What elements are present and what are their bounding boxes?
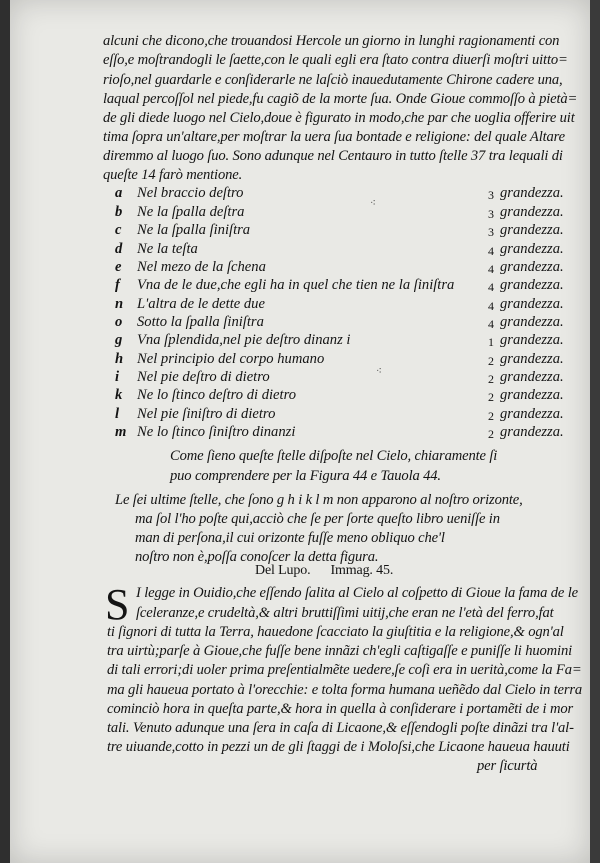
star-letter: m	[115, 424, 127, 440]
star-desc: Ne lo ſtinco deſtro di dietro	[137, 387, 297, 403]
star-magnitude: 4	[488, 280, 494, 294]
star-magnitude: 2	[488, 372, 494, 386]
star-magnitude: 2	[488, 390, 494, 404]
star-letter: d	[115, 241, 123, 257]
star-magnitude: 4	[488, 262, 494, 276]
magnitude-word: grandezza.	[500, 204, 564, 220]
story-line: cominciò hora in queſta parte,& hora in quella à conſiderare i portamẽti de i mor	[107, 701, 574, 717]
intro-line: alcuni che dicono,che trouandosi Hercole un giorno in lunghi ragionamenti con	[103, 33, 560, 49]
star-magnitude: 1	[488, 335, 494, 349]
figure-reference-line: Come ſieno queſte ſtelle diſpoſte nel Cielo, chiaramente ſi	[170, 448, 498, 464]
star-letter: i	[115, 369, 120, 385]
star-magnitude: 2	[488, 409, 494, 423]
story-line: di tali errori;di uoler prima preſentialmẽte uedere,ſe coſi era in uerità,come la Fa=	[107, 662, 582, 678]
star-letter: a	[115, 185, 123, 201]
intro-line: tima ſopra un'altare,per moſtrar la uera ſua bontade e religione: del quale Altare	[103, 129, 565, 145]
star-letter: f	[115, 277, 120, 293]
star-magnitude: 4	[488, 244, 494, 258]
star-letter: l	[115, 406, 120, 422]
printer-dot-mark: ⁖	[370, 198, 376, 209]
intro-line: diremmo al luogo ſuo. Sono adunque nel Centauro in tutto ſtelle 37 tra lequali di	[103, 148, 563, 164]
star-magnitude: 2	[488, 427, 494, 441]
magnitude-word: grandezza.	[500, 351, 564, 367]
star-desc: Ne la ſpalla deſtra	[137, 204, 245, 220]
star-desc: Ne la ſpalla ſiniſtra	[137, 222, 251, 238]
figure-reference-line: puo comprendere per la Figura 44 e Tauola 44.	[170, 468, 441, 484]
magnitude-word: grandezza.	[500, 332, 564, 348]
intro-line: laqual percoſſol nel piede,fu cagiõ de la morte ſua. Onde Gioue commoſſo à pietà=	[103, 91, 578, 107]
story-line: tra uirtù;parſe à Gioue,che fuſſe bene innãzi ch'egli caſtigaſſe e puniſſe li huomini	[107, 643, 572, 659]
note-line: Le ſei ultime ſtelle, che ſono g h i k l m non apparono al noſtro orizonte,	[115, 492, 523, 508]
intro-line: eſſo,e moſtrandogli le ſaette,con le quali egli era ſtato contra diuerſi moſtri uitto=	[103, 52, 568, 68]
catchword: per ſicurtà	[477, 758, 538, 774]
star-desc: Nel mezo de la ſchena	[137, 259, 266, 275]
star-desc: Vna de le due,che egli ha in quel che tien ne la ſiniſtra	[137, 277, 455, 293]
note-line: man di perſona,il cui orizonte fuſſe meno obliquo che'l	[135, 530, 445, 546]
star-desc: Nel pie deſtro di dietro	[137, 369, 270, 385]
star-desc: Nel braccio deſtro	[137, 185, 244, 201]
magnitude-word: grandezza.	[500, 424, 564, 440]
star-letter: n	[115, 296, 124, 312]
star-letter: e	[115, 259, 122, 275]
star-magnitude: 4	[488, 317, 494, 331]
star-letter: g	[115, 332, 123, 348]
star-letter: o	[115, 314, 123, 330]
star-letter: b	[115, 204, 123, 220]
story-line: ti ſignori di tutta la Terra, hauedone ſcacciato la giuſtitia e la religione,& ogn'al	[107, 624, 564, 640]
star-desc: Ne la teſta	[137, 241, 198, 257]
star-magnitude: 3	[488, 188, 494, 202]
note-line: ma ſol l'ho poſte qui,acciò che ſe per ſorte queſto libro ueniſſe in	[135, 511, 500, 527]
star-magnitude: 4	[488, 299, 494, 313]
magnitude-word: grandezza.	[500, 296, 564, 312]
book-page	[10, 0, 590, 863]
magnitude-word: grandezza.	[500, 314, 564, 330]
story-line: tre uiuande,cotto in pezzi un de gli ſtaggi de i Moloſsi,che Licaone haueua hauuti	[107, 739, 570, 755]
magnitude-word: grandezza.	[500, 369, 564, 385]
magnitude-word: grandezza.	[500, 277, 564, 293]
star-desc: L'altra de le dette due	[137, 296, 265, 312]
star-desc: Nel principio del corpo humano	[137, 351, 325, 367]
intro-line: queſte 14 farò mentione.	[103, 167, 243, 183]
magnitude-word: grandezza.	[500, 259, 564, 275]
intro-line: rioſo,nel guardarle e conſiderarle ne laſciò inauedutamente Chirone cadere una,	[103, 72, 563, 88]
page-edge-left	[0, 0, 10, 863]
story-line: I legge in Ouidio,che eſſendo ſalita al Cielo al coſpetto di Gioue la fama de le	[136, 585, 578, 601]
star-magnitude: 3	[488, 207, 494, 221]
story-line: ſceleranze,e crudeltà,& altri bruttiſſimi uitij,che eran ne l'età del ferro,fat	[136, 605, 554, 621]
story-line: ma gli haueua portato à l'orecchie: e tolta forma humana ueñẽdo dal Cielo in terra	[107, 682, 583, 698]
star-desc: Ne lo ſtinco ſiniſtro dinanzi	[137, 424, 296, 440]
printer-dot-mark: ⁖	[376, 366, 382, 377]
star-desc: Nel pie ſiniſtro di dietro	[137, 406, 276, 422]
star-magnitude: 2	[488, 354, 494, 368]
magnitude-word: grandezza.	[500, 185, 564, 201]
star-letter: c	[115, 222, 122, 238]
magnitude-word: grandezza.	[500, 387, 564, 403]
star-letter: k	[115, 387, 123, 403]
page-edge-right	[590, 0, 600, 863]
star-desc: Sotto la ſpalla ſiniſtra	[137, 314, 264, 330]
intro-line: de gli diede luogo nel Cielo,doue è figurato in modo,che par che uoglia offerire uit	[103, 110, 575, 126]
magnitude-word: grandezza.	[500, 241, 564, 257]
star-magnitude: 3	[488, 225, 494, 239]
section-heading: Del Lupo. Immag. 45.	[255, 563, 394, 578]
magnitude-word: grandezza.	[500, 222, 564, 238]
star-letter: h	[115, 351, 124, 367]
note-line: noſtro non è,poſſa conoſcer la detta figura.	[135, 549, 379, 565]
star-desc: Vna ſplendida,nel pie deſtro dinanz i	[137, 332, 351, 348]
drop-cap: S	[105, 580, 130, 629]
story-line: tali. Venuto adunque una ſera in caſa di Licaone,& eſſendogli poſte dinãzi tra l'al-	[107, 720, 574, 736]
magnitude-word: grandezza.	[500, 406, 564, 422]
